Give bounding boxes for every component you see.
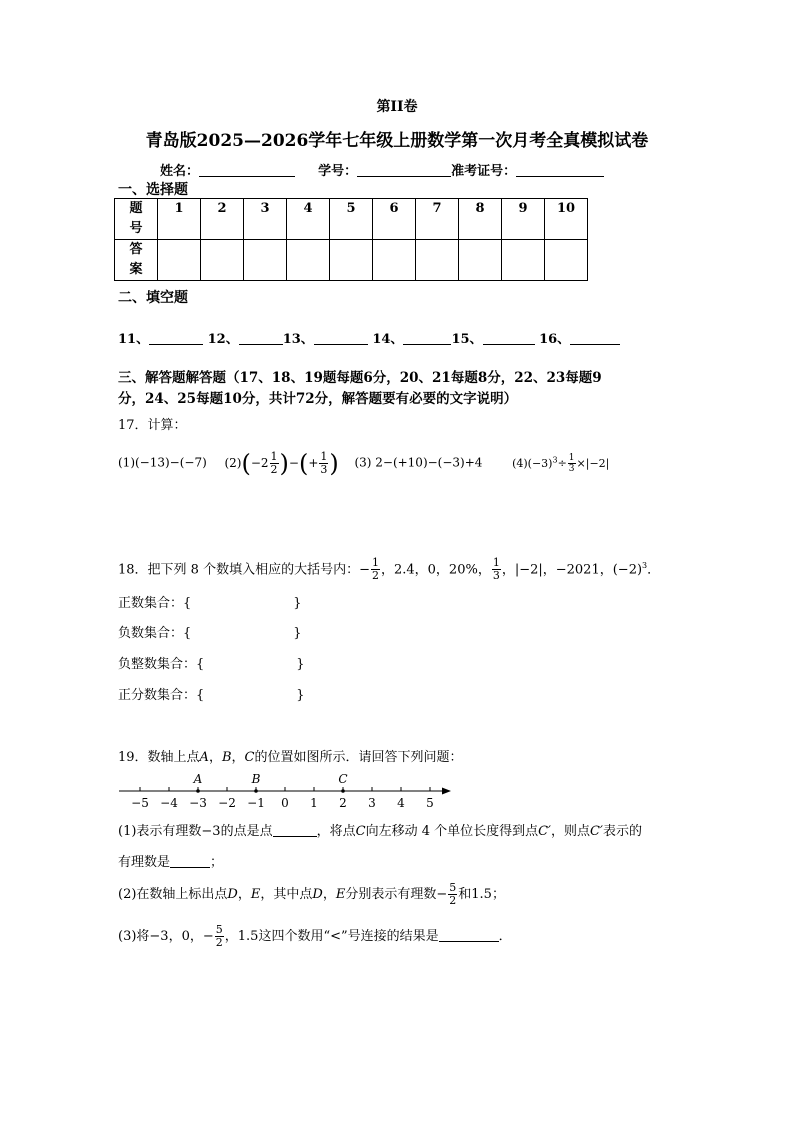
point-label-b: B	[251, 772, 261, 786]
blank-14[interactable]	[403, 331, 451, 345]
point-label-c: C	[338, 772, 348, 786]
student-info-line	[160, 160, 604, 179]
exam-title: 青岛版2025—2026学年七年级上册数学第一次月考全真模拟试卷	[145, 131, 649, 151]
table-row	[115, 199, 588, 240]
point-b	[254, 789, 258, 793]
number-line-tick-label: 1	[310, 796, 318, 810]
id-label: 学号：	[318, 164, 358, 179]
q19-blank-1[interactable]	[273, 823, 317, 837]
q19-part2: (2)在数轴上标出点D，E，其中点D，E分别表示有理数− $\frac{5}{2}$ 和1.5；	[118, 881, 505, 907]
answer-cell[interactable]	[287, 240, 330, 281]
answer-cell[interactable]	[416, 240, 459, 281]
exam-number-blank[interactable]	[516, 162, 604, 177]
number-line-tick-label: 4	[397, 796, 405, 810]
point-label-a: A	[193, 772, 203, 786]
q19-part1-line1: (1)表示有理数−3的点是点 ，将点C向左移动 4 个单位长度得到点C′，则点C′表示的	[118, 824, 642, 839]
name-blank[interactable]	[199, 162, 295, 177]
number-line-tick-label: −4	[160, 796, 178, 810]
q19-blank-2[interactable]	[170, 854, 210, 868]
q17-part3: (3) 2−(+10)−(−3)+4	[354, 455, 483, 470]
number-line-tick-label: −1	[247, 796, 265, 810]
q19-question: 19．数轴上点A，B，C的位置如图所示．请回答下列问题：	[118, 750, 463, 765]
number-line-tick-label: −3	[189, 796, 207, 810]
q19-part3: (3)将−3，0，− $\frac{5}{2}$ ，1.5这四个数用“<”号连接的结果是 ．	[118, 923, 512, 949]
q17-label: 17．计算：	[118, 418, 187, 433]
section3-title-line2: 分，24、25每题10分，共计72分，解答题要有必要的文字说明）	[118, 391, 518, 407]
number-line-tick-label: 0	[281, 796, 289, 810]
name-label: 姓名：	[160, 164, 200, 179]
number-line-tick-label: 5	[426, 796, 434, 810]
id-blank[interactable]	[357, 162, 451, 177]
answer-cell[interactable]	[545, 240, 588, 281]
answer-cell[interactable]	[158, 240, 201, 281]
answer-cell[interactable]	[244, 240, 287, 281]
q17-part4: $(4)(-3)^3\div$ $\frac{1}{3}$ ×|−2|	[512, 453, 610, 475]
question-number-cell: 1	[158, 199, 201, 240]
answer-cell[interactable]	[201, 240, 244, 281]
arrow-icon	[442, 788, 451, 795]
question-number-cell: 3	[244, 199, 287, 240]
fill-blank-line: 11、 12、 13、 14、 15、 16、	[118, 328, 620, 347]
point-a	[196, 789, 200, 793]
negative-integer-set: 负整数集合：{ }	[118, 657, 305, 672]
question-number-cell: 7	[416, 199, 459, 240]
number-line-tick-label: −5	[131, 796, 149, 810]
exam-number-label: 准考证号：	[451, 164, 517, 179]
number-line	[110, 768, 460, 812]
number-line-tick-label: −2	[218, 796, 236, 810]
blank-15[interactable]	[483, 331, 535, 345]
positive-fraction-set: 正分数集合：{ }	[118, 688, 305, 703]
volume-label: 第II卷	[376, 99, 418, 115]
question-number-cell: 2	[201, 199, 244, 240]
answer-table	[114, 198, 588, 281]
question-number-header: 题 号	[115, 199, 158, 240]
question-number-cell: 10	[545, 199, 588, 240]
table-row	[115, 240, 588, 281]
number-line-tick-label: 3	[368, 796, 376, 810]
positive-set: 正数集合：{ }	[118, 596, 302, 611]
question-number-cell: 8	[459, 199, 502, 240]
blank-16[interactable]	[570, 331, 620, 345]
question-number-cell: 9	[502, 199, 545, 240]
blank-11[interactable]	[149, 331, 203, 345]
blank-12[interactable]	[239, 331, 283, 345]
point-c	[341, 789, 345, 793]
blank-13[interactable]	[314, 331, 368, 345]
q18-question: 18．把下列 8 个数填入相应的大括号内：− $\frac{1}{2}$ ，2.4，0，20%， $\frac{1}{3}$ ，|−2|，−2021，$(-2)^3$．	[118, 556, 661, 583]
question-number-cell: 6	[373, 199, 416, 240]
answer-header: 答 案	[115, 240, 158, 281]
answer-cell[interactable]	[330, 240, 373, 281]
q17-parts	[118, 448, 609, 478]
section2-title: 二、填空题	[118, 290, 188, 306]
answer-cell[interactable]	[459, 240, 502, 281]
question-number-cell: 4	[287, 199, 330, 240]
q19-part1-line2: 有理数是 ；	[118, 855, 224, 870]
answer-cell[interactable]	[373, 240, 416, 281]
answer-cell[interactable]	[502, 240, 545, 281]
negative-set: 负数集合：{ }	[118, 626, 302, 641]
q17-part2: (2)(−2 $\frac{1}{2}$ )−(+ $\frac{1}{3}$ )	[224, 449, 339, 478]
section1-title: 一、选择题	[118, 182, 188, 198]
section3-title-line1: 三、解答题解答题（17、18、19题每题6分，20、21每题8分，22、23每题9	[118, 370, 602, 386]
q19-blank-3[interactable]	[439, 928, 499, 942]
number-line-tick-label: 2	[339, 796, 347, 810]
question-number-cell: 5	[330, 199, 373, 240]
q17-part1: (1)(−13)−(−7)	[118, 455, 207, 470]
